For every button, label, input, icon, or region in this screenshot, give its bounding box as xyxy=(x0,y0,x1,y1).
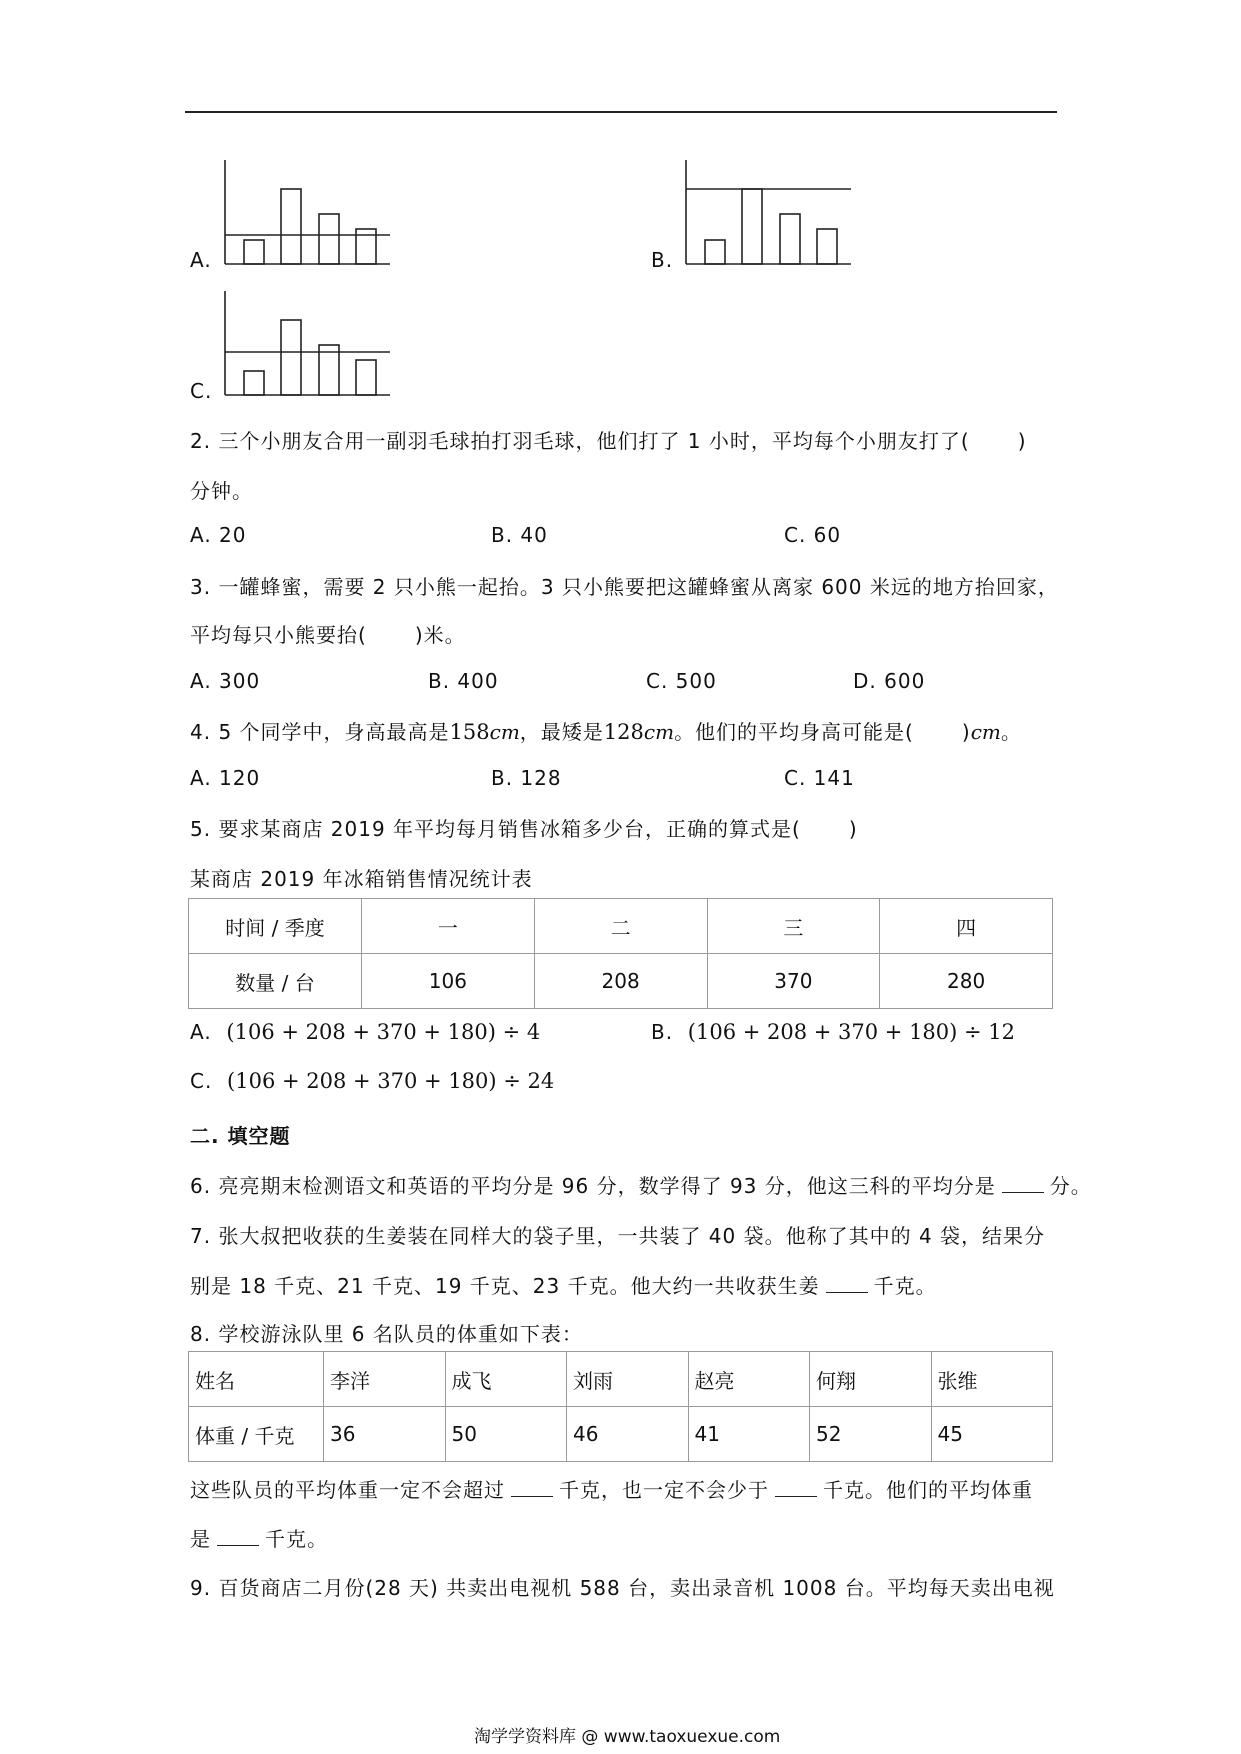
q7-line2: 别是 18 千克、21 千克、19 千克、23 千克。他大约一共收获生姜 千克。 xyxy=(190,1274,937,1298)
section-heading: 二. 填空题 xyxy=(190,1124,291,1148)
table-cell: 时间 / 季度 xyxy=(189,899,362,954)
q8-after-line1: 这些队员的平均体重一定不会超过 千克，也一定不会少于 千克。他们的平均体重 xyxy=(190,1478,1033,1502)
q3-line1: 3. 一罐蜂蜜，需要 2 只小熊一起抬。3 只小熊要把这罐蜂蜜从离家 600 米远的地方抬回家， xyxy=(190,575,1059,599)
q2-option-b: B. 40 xyxy=(491,523,548,547)
table-cell: 数量 / 台 xyxy=(189,954,362,1009)
q4-line1: 4. 5 个同学中，身高最高是158cm，最矮是128cm。他们的平均身高可能是( )cm。 xyxy=(190,720,1022,744)
table-cell: 45 xyxy=(931,1407,1053,1462)
table-row xyxy=(189,1407,1053,1462)
q3-option-c: C. 500 xyxy=(646,669,717,693)
option-b-label: B. xyxy=(651,248,674,272)
table-cell: 李洋 xyxy=(324,1352,446,1407)
option-a-label: A. xyxy=(190,248,212,272)
q3-option-d: D. 600 xyxy=(853,669,926,693)
q8-min-blank xyxy=(775,1478,817,1497)
table-cell: 52 xyxy=(810,1407,932,1462)
q4-option-c: C. 141 xyxy=(784,766,855,790)
table-cell: 赵亮 xyxy=(688,1352,810,1407)
bar-figure-a xyxy=(222,160,392,268)
table-cell: 46 xyxy=(567,1407,689,1462)
table-cell: 106 xyxy=(362,954,535,1009)
q8-max-blank xyxy=(511,1478,553,1497)
q6-answer-blank xyxy=(1002,1174,1044,1193)
q5-option-c: C. (106 + 208 + 370 + 180) ÷ 24 xyxy=(190,1069,555,1093)
q6-line: 6. 亮亮期末检测语文和英语的平均分是 96 分，数学得了 93 分，他这三科的平均分是 分。 xyxy=(190,1174,1092,1198)
table-cell: 208 xyxy=(534,954,707,1009)
table-cell: 一 xyxy=(362,899,535,954)
q4-option-b: B. 128 xyxy=(491,766,562,790)
table-cell: 四 xyxy=(880,899,1053,954)
table-cell: 36 xyxy=(324,1407,446,1462)
table-cell: 370 xyxy=(707,954,880,1009)
table-cell: 姓名 xyxy=(189,1352,324,1407)
q8-line1: 8. 学校游泳队里 6 名队员的体重如下表： xyxy=(190,1322,583,1346)
footer-watermark: 淘学学资料库 @ www.taoxuexue.com xyxy=(474,1727,781,1747)
q5-line1: 5. 要求某商店 2019 年平均每月销售冰箱多少台，正确的算式是( ) xyxy=(190,817,858,841)
bar-figure-c xyxy=(222,291,392,399)
q8-after-line2: 是 千克。 xyxy=(190,1527,328,1551)
q8-avg-blank xyxy=(217,1527,259,1546)
table-cell: 280 xyxy=(880,954,1053,1009)
table-row xyxy=(189,954,1053,1009)
bar-figure-b xyxy=(683,160,853,268)
q3-option-a: A. 300 xyxy=(190,669,261,693)
table-row xyxy=(189,1352,1053,1407)
weight-table xyxy=(188,1351,1053,1462)
q3-line2: 平均每只小熊要抬( )米。 xyxy=(190,623,466,647)
table-cell: 何翔 xyxy=(810,1352,932,1407)
table-cell: 体重 / 千克 xyxy=(189,1407,324,1462)
q5-option-a: A. (106 + 208 + 370 + 180) ÷ 4 xyxy=(190,1020,541,1044)
q7-answer-blank xyxy=(826,1274,868,1293)
q7-line1: 7. 张大叔把收获的生姜装在同样大的袋子里，一共装了 40 袋。他称了其中的 4 袋，结果分 xyxy=(190,1224,1046,1248)
table-cell: 三 xyxy=(707,899,880,954)
q2-option-c: C. 60 xyxy=(784,523,842,547)
q2-line2: 分钟。 xyxy=(190,479,253,503)
table-cell: 41 xyxy=(688,1407,810,1462)
q9-line1: 9. 百货商店二月份(28 天) 共卖出电视机 588 台，卖出录音机 1008 台。平均每天卖出电视 xyxy=(190,1576,1055,1600)
table-cell: 二 xyxy=(534,899,707,954)
table-cell: 刘雨 xyxy=(567,1352,689,1407)
q5-option-b: B. (106 + 208 + 370 + 180) ÷ 12 xyxy=(651,1020,1016,1044)
q4-option-a: A. 120 xyxy=(190,766,261,790)
q2-line1: 2. 三个小朋友合用一副羽毛球拍打羽毛球，他们打了 1 小时，平均每个小朋友打了( ) xyxy=(190,429,1027,453)
q3-option-b: B. 400 xyxy=(428,669,499,693)
option-c-label: C. xyxy=(190,379,213,403)
table-row xyxy=(189,899,1053,954)
table-cell: 50 xyxy=(445,1407,567,1462)
header-rule xyxy=(185,111,1057,113)
q5-table-title: 某商店 2019 年冰箱销售情况统计表 xyxy=(190,867,533,891)
table-cell: 成飞 xyxy=(445,1352,567,1407)
sales-table xyxy=(188,898,1053,1009)
q2-option-a: A. 20 xyxy=(190,523,247,547)
table-cell: 张维 xyxy=(931,1352,1053,1407)
